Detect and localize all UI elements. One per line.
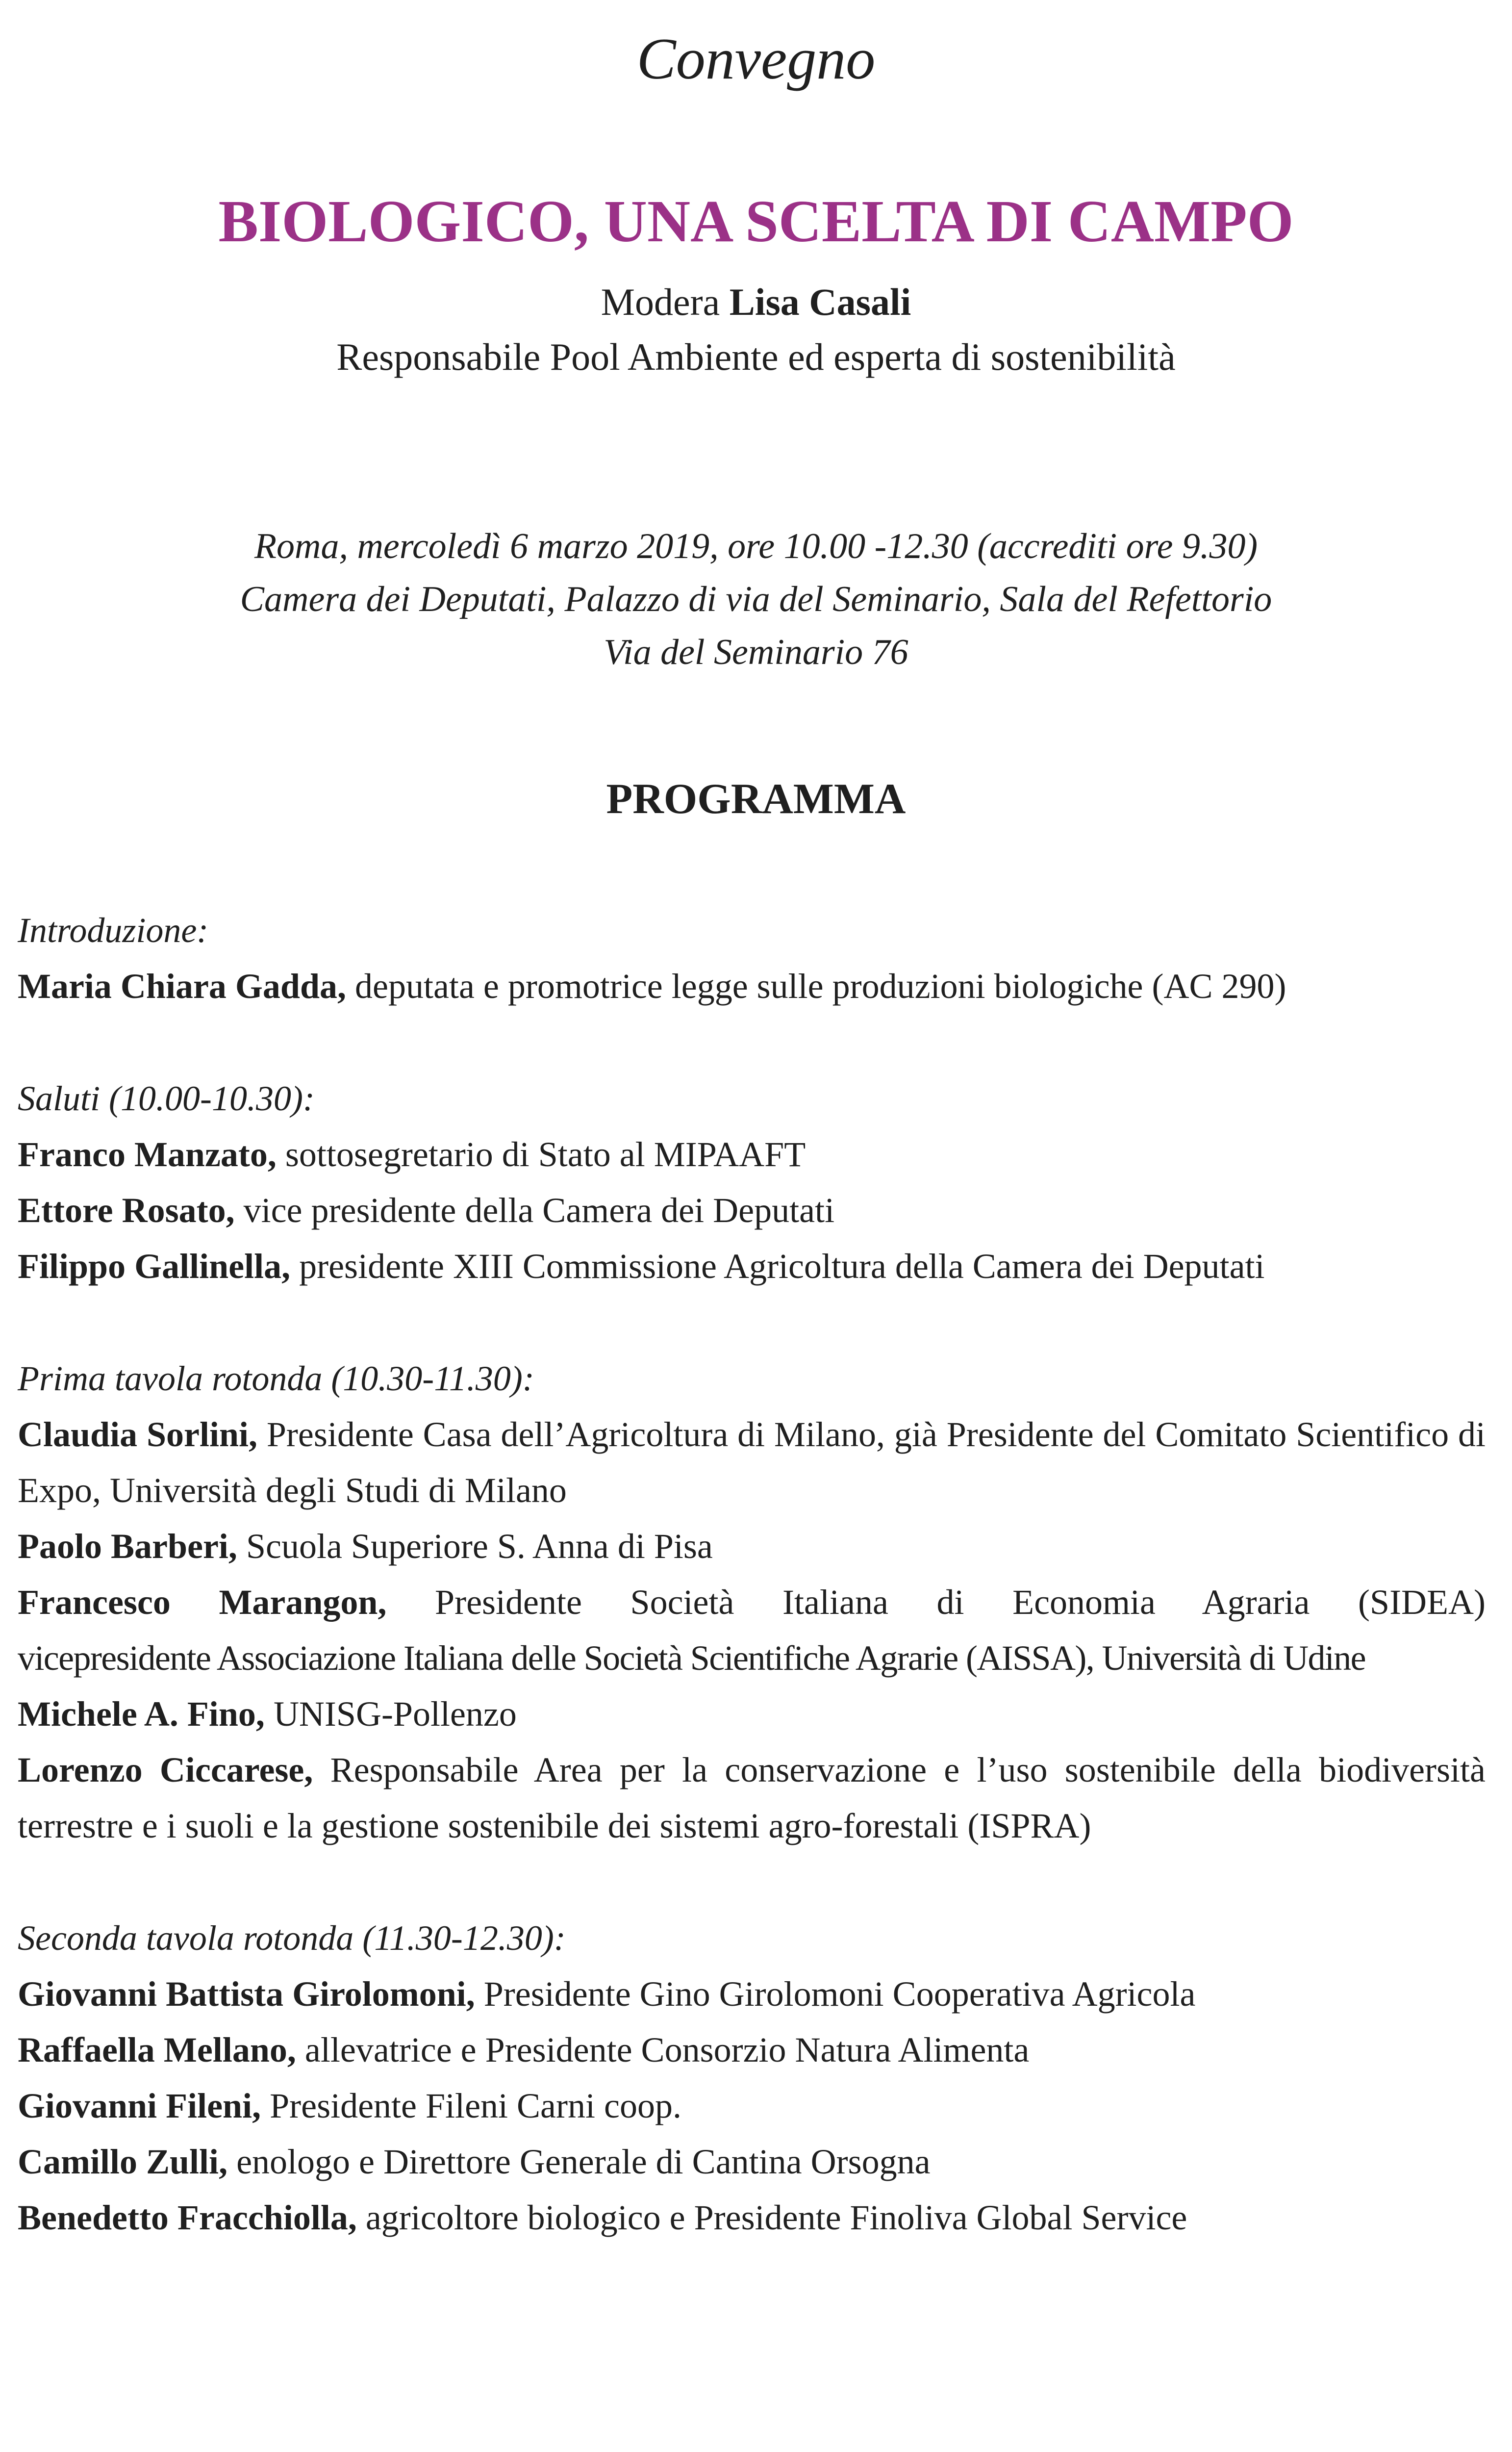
speaker-entry [18,1406,1486,1518]
section-second-round-table [18,1910,1486,2246]
speaker-name: Raffaella Mellano, [18,2030,296,2069]
speaker-role: sottosegretario di Stato al MIPAAFT [276,1135,806,1174]
event-address-line: Via del Seminario 76 [604,632,908,672]
speaker-name: Benedetto Fracchiolla, [18,2198,357,2237]
speaker-name: Paolo Barberi, [18,1527,237,1566]
event-venue-line: Camera dei Deputati, Palazzo di via del Seminario, Sala del Refettorio [240,579,1272,619]
speaker-role: Presidente Società Italiana di Economia Agraria (SIDEA) [386,1583,1486,1622]
speaker-name: Giovanni Fileni, [18,2086,261,2125]
speaker-role: allevatrice e Presidente Consorzio Natura Alimenta [296,2030,1030,2069]
speaker-role: agricoltore biologico e Presidente Finoliva Global Service [356,2198,1187,2237]
speaker-role: presidente XIII Commissione Agricoltura della Camera dei Deputati [290,1247,1265,1286]
speaker-entry [18,1742,1486,1854]
section-introduction [18,902,1486,1014]
speaker-name: Claudia Sorlini, [18,1415,258,1454]
program-list [18,902,1486,2302]
speaker-name: Franco Manzato, [18,1135,277,1174]
speaker-entry [18,2190,1486,2246]
speaker-name: Francesco Marangon, [18,1583,387,1622]
speaker-role: vice presidente della Camera dei Deputati [234,1191,835,1230]
speaker-entry [18,1182,1486,1238]
section-first-round-table [18,1351,1486,1854]
speaker-entry [18,1966,1486,2022]
moderator-role: Responsabile Pool Ambiente ed esperta di sostenibilità [336,335,1176,378]
moderator-line [0,275,1512,330]
speaker-entry [18,1238,1486,1294]
event-kicker: Convegno [636,26,876,91]
speaker-name: Ettore Rosato, [18,1191,235,1230]
speaker-entry [18,1126,1486,1182]
speaker-entry [18,1518,1486,1574]
speaker-role: Presidente Fileni Carni coop. [261,2086,681,2125]
speaker-entry [18,1686,1486,1742]
speaker-name: Maria Chiara Gadda, [18,967,347,1006]
speaker-name: Camillo Zulli, [18,2142,228,2181]
speaker-role: Presidente Gino Girolomoni Cooperativa Agricola [475,1974,1196,2014]
moderator-name: Lisa Casali [729,281,911,323]
speaker-role: Scuola Superiore S. Anna di Pisa [237,1527,713,1566]
speaker-entry [18,2134,1486,2190]
moderator-prefix: Modera [601,281,730,323]
speaker-entry [18,2078,1486,2134]
section-greetings [18,1071,1486,1294]
section-label: Prima tavola rotonda (10.30-11.30): [18,1359,534,1398]
section-label: Seconda tavola rotonda (11.30-12.30): [18,1918,566,1958]
speaker-name: Michele A. Fino, [18,1694,265,1734]
program-heading: PROGRAMMA [606,775,906,823]
speaker-entry [18,958,1486,1014]
speaker-name: Filippo Gallinella, [18,1247,291,1286]
speaker-name: Giovanni Battista Girolomoni, [18,1974,475,2014]
speaker-role: deputata e promotrice legge sulle produzioni biologiche (AC 290) [346,967,1286,1006]
event-date-line: Roma, mercoledì 6 marzo 2019, ore 10.00 -12.30 (accrediti ore 9.30) [254,526,1258,566]
speaker-name: Lorenzo Ciccarese, [18,1750,313,1789]
speaker-role: enologo e Direttore Generale di Cantina Orsogna [227,2142,931,2181]
event-title: BIOLOGICO, UNA SCELTA DI CAMPO [218,188,1294,255]
speaker-role-continued: vicepresidente Associazione Italiana delle Società Scientifiche Agrarie (AISSA), Università di Udine [18,1638,1366,1678]
speaker-entry [18,2022,1486,2078]
section-label: Saluti (10.00-10.30): [18,1079,315,1118]
speaker-role: Responsabile Area per la conservazione e l’uso sostenibile della biodiversità terrestre e i suoli e la gestione sostenibile dei sistemi agro-forestali (ISPRA) [18,1750,1486,1845]
speaker-role: UNISG-Pollenzo [264,1694,517,1734]
section-label: Introduzione: [18,911,209,950]
speaker-entry [18,1574,1486,1630]
speaker-role: Presidente Casa dell’Agricoltura di Milano, già Presidente del Comitato Scientifico di Expo, Università degli Studi di Milano [18,1415,1486,1510]
